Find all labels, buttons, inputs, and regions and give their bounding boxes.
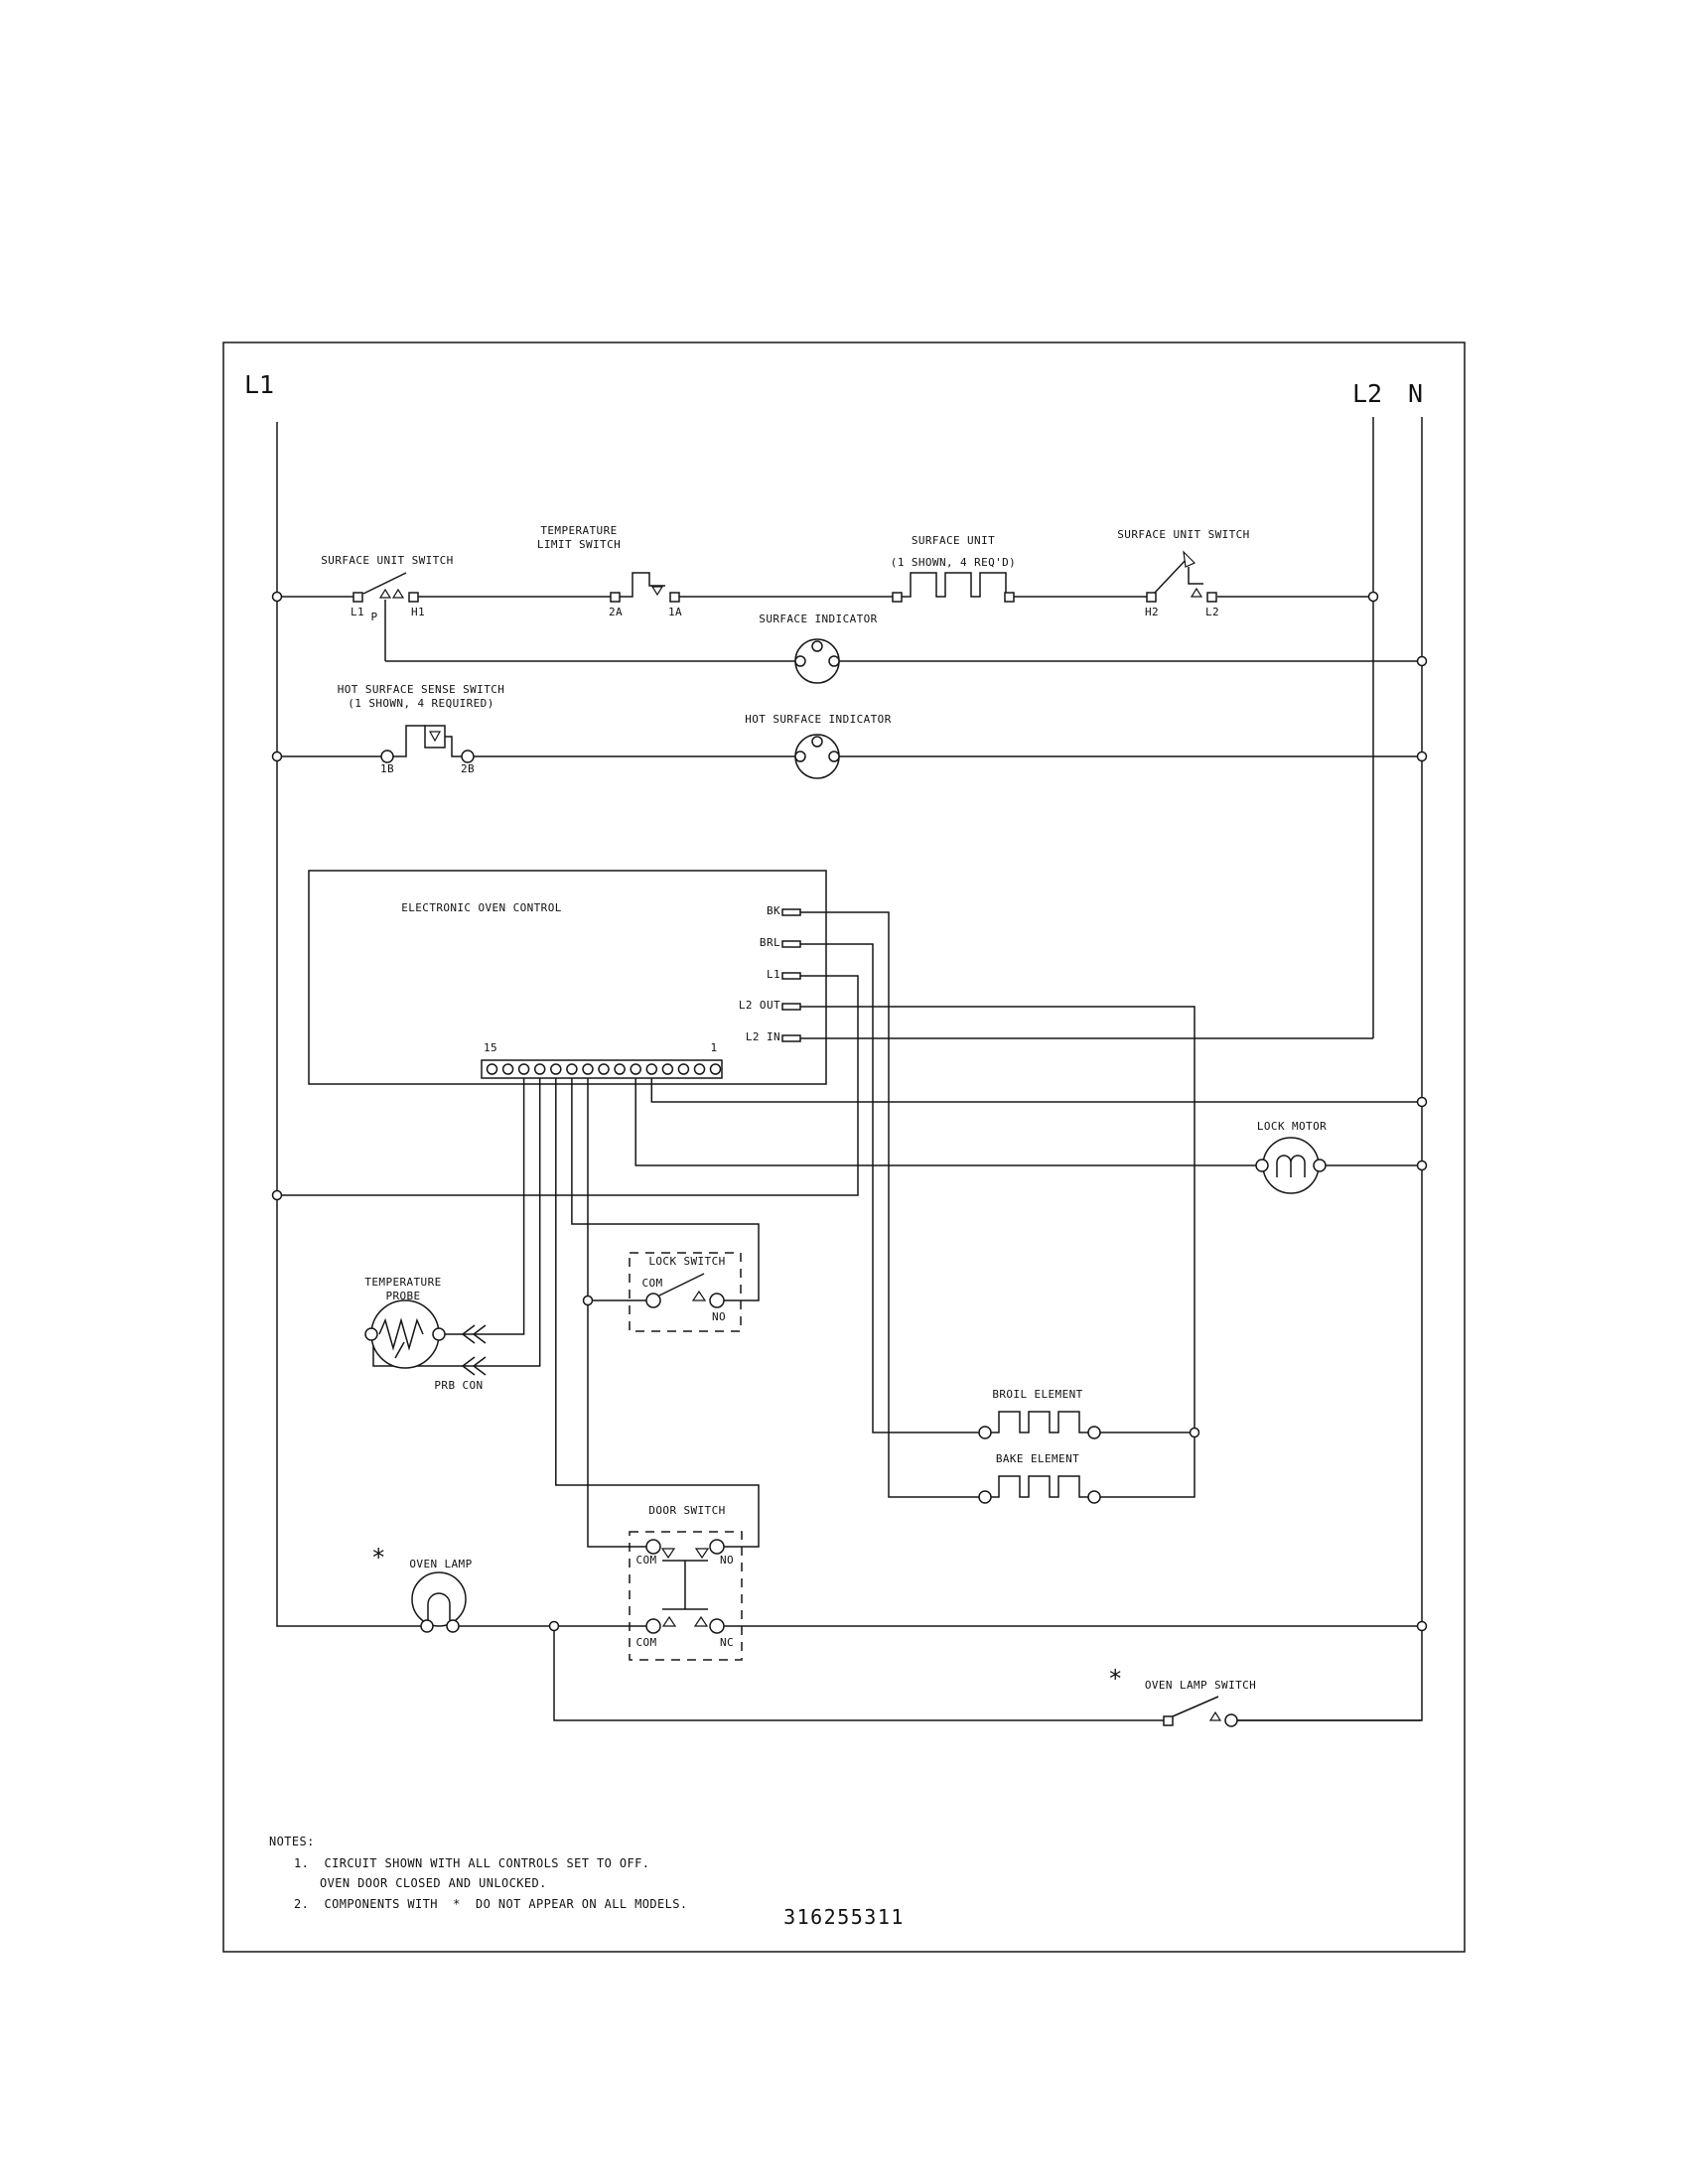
l2-out-wire [800, 1007, 1195, 1497]
oven-lamp-symbol [412, 1572, 466, 1626]
lock-motor-label: LOCK MOTOR [1256, 1120, 1328, 1133]
surface-indicator-label: SURFACE INDICATOR [759, 613, 878, 625]
terminal-label: H1 [410, 606, 426, 618]
supply-label-l2: L2 [1352, 379, 1383, 408]
surface-unit-switch-left-label: SURFACE UNIT SWITCH [321, 554, 454, 567]
eoc-terminal-l2in: L2 IN [745, 1030, 780, 1043]
temperature-probe-label: PROBE [385, 1290, 421, 1302]
broil-element-symbol [979, 1412, 1100, 1438]
terminal-label: 1B [379, 762, 395, 775]
terminal-label: 2A [608, 606, 624, 618]
note-line: OVEN DOOR CLOSED AND UNLOCKED. [320, 1876, 547, 1890]
temperature-probe-symbol [365, 1300, 486, 1375]
surface-unit-switch-right-label: SURFACE UNIT SWITCH [1117, 528, 1250, 541]
pin9-wire [588, 1078, 646, 1547]
pin13-wire [443, 1078, 524, 1334]
eoc-terminal-brl: BRL [759, 936, 780, 949]
supply-label-l1: L1 [244, 370, 275, 399]
note-line: 2. COMPONENTS WITH * DO NOT APPEAR ON ALL MODELS. [294, 1897, 688, 1911]
oven-lamp-switch-label: OVEN LAMP SWITCH [1144, 1679, 1257, 1692]
notes-heading: NOTES: [269, 1835, 315, 1848]
eoc-connector-pins [488, 1064, 721, 1074]
terminal-label: P [370, 611, 378, 623]
door-switch-label: DOOR SWITCH [648, 1504, 726, 1517]
eoc-pin1-label: 1 [710, 1041, 718, 1054]
terminal-label: L1 [350, 606, 365, 618]
surface-unit-element [901, 573, 1006, 597]
broil-element-label: BROIL ELEMENT [992, 1388, 1083, 1401]
switch-arm [1155, 558, 1188, 593]
temp-limit-switch-label: TEMPERATURE [540, 524, 618, 537]
surface-unit-note: (1 SHOWN, 4 REQ'D) [890, 556, 1017, 569]
terminal-label: L2 [1204, 606, 1220, 618]
prb-con-label: PRB CON [434, 1379, 484, 1392]
terminal-1b [381, 751, 393, 762]
bake-element-label: BAKE ELEMENT [995, 1452, 1080, 1465]
pin5-wire [651, 1078, 1422, 1102]
hot-surface-indicator-label: HOT SURFACE INDICATOR [745, 713, 892, 726]
terminal-label: COM [635, 1554, 657, 1567]
terminal-label: 1A [667, 606, 683, 618]
supply-label-n: N [1408, 379, 1424, 408]
eoc-terminal-bk: BK [766, 904, 780, 917]
terminal-label: NC [719, 1636, 735, 1649]
terminal-2b [462, 751, 474, 762]
pin11-wire [556, 1078, 759, 1547]
eoc-output-wires [277, 912, 1373, 1497]
asterisk-icon: * [1108, 1665, 1123, 1693]
terminal-label: H2 [1144, 606, 1160, 618]
brl-wire [800, 944, 979, 1433]
door-switch-plunger [662, 1561, 708, 1609]
terminal-label: COM [635, 1636, 657, 1649]
bake-element-symbol [979, 1476, 1100, 1503]
eoc-terminal-l2out: L2 OUT [738, 999, 780, 1012]
terminal-label: NO [711, 1310, 727, 1323]
hot-surface-sense-switch-note: (1 SHOWN, 4 REQUIRED) [348, 697, 494, 710]
note-line: 1. CIRCUIT SHOWN WITH ALL CONTROLS SET TO OFF. [294, 1856, 650, 1870]
pin6-wire [635, 1078, 1262, 1165]
switch-arm [1173, 1697, 1218, 1716]
hot-surface-circuit [277, 726, 1422, 778]
temp-limit-switch-label: LIMIT SWITCH [536, 538, 622, 551]
eoc-pin-wires [373, 1078, 1422, 1547]
eoc-pin15-label: 15 [483, 1041, 498, 1054]
oven-lamp-label: OVEN LAMP [409, 1558, 473, 1570]
lock-motor-symbol [1256, 1138, 1422, 1193]
asterisk-icon: * [371, 1544, 386, 1571]
junction-nodes [273, 593, 1427, 1631]
hot-surface-sense-switch-label: HOT SURFACE SENSE SWITCH [337, 683, 505, 696]
surface-indicator-circuit [385, 639, 1422, 683]
terminal-label: COM [641, 1277, 663, 1290]
eoc-terminal-l1: L1 [766, 968, 780, 981]
terminal-label: NO [719, 1554, 735, 1567]
lock-switch-label: LOCK SWITCH [648, 1255, 726, 1268]
oven-lamp-circuit [412, 1572, 1422, 1720]
eoc-label: ELECTRONIC OVEN CONTROL [401, 901, 562, 914]
part-number: 316255311 [783, 1905, 905, 1929]
terminal-label: 2B [460, 762, 476, 775]
bk-wire [800, 912, 979, 1497]
surface-unit-label: SURFACE UNIT [911, 534, 996, 547]
temperature-probe-label: TEMPERATURE [364, 1276, 442, 1289]
switch-arm [659, 1274, 704, 1296]
oven-lamp-switch-symbol [1164, 1697, 1421, 1726]
